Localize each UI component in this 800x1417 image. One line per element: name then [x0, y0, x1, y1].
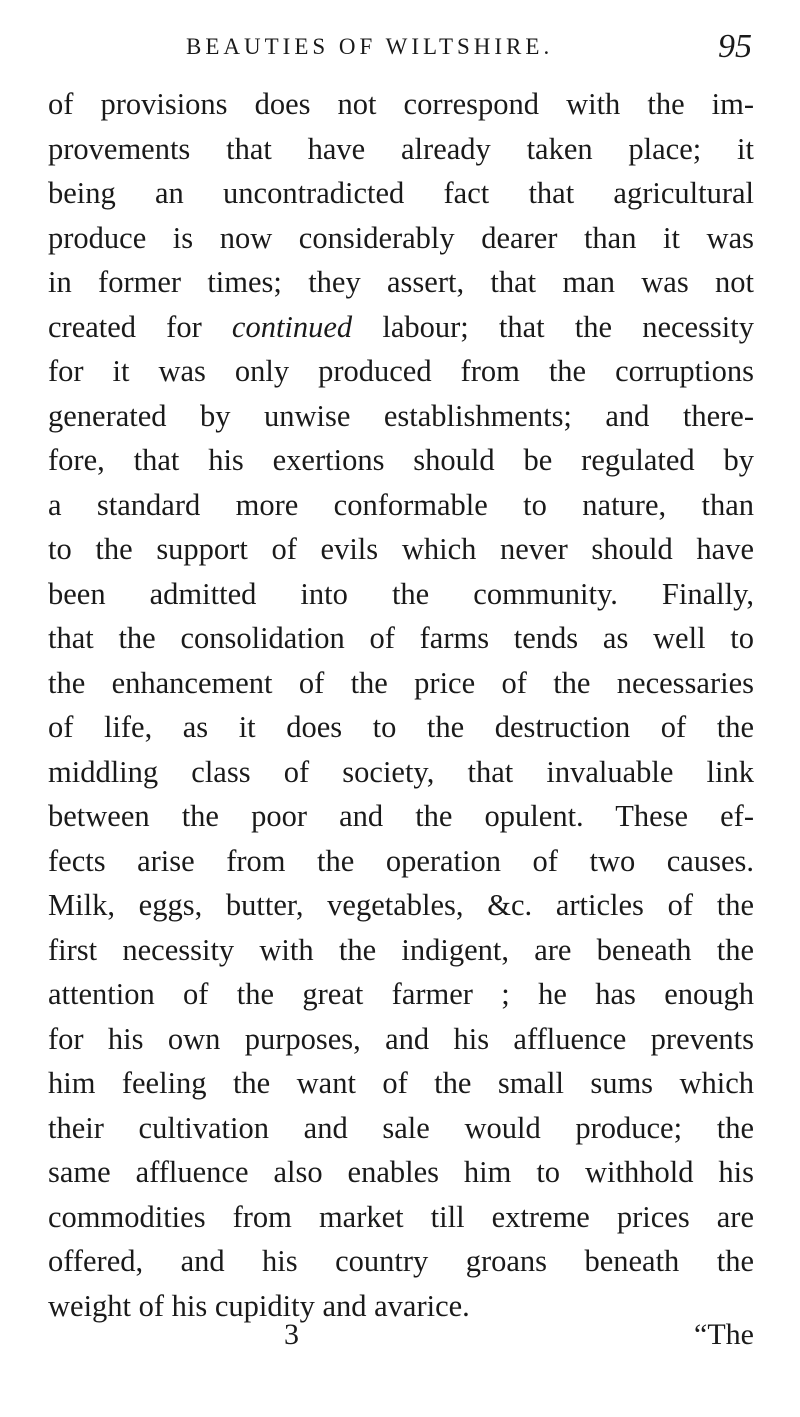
italic-word: continued	[231, 309, 353, 344]
text-line: for his own purposes, and his affluence prevents	[48, 1021, 754, 1056]
page-footer	[48, 1318, 754, 1368]
text-line: to the support of evils which never should have	[48, 532, 754, 566]
running-title: BEAUTIES OF WILTSHIRE.	[186, 34, 554, 59]
text-line	[48, 305, 754, 350]
page-number: 95	[718, 28, 752, 65]
text-line: generated by unwise establishments; and there-	[48, 398, 754, 433]
text-line: for it was only produced from the corruptions	[48, 354, 754, 388]
text-line: attention of the great farmer ; he has enough	[48, 977, 754, 1011]
text-line: of provisions does not correspond with the im-	[48, 87, 754, 121]
text-line: in former times; they assert, that man was not	[48, 265, 754, 299]
text-line: that the consolidation of farms tends as well to	[48, 621, 754, 655]
text-line: been admitted into the community. Finally,	[48, 576, 754, 611]
text-line: the enhancement of the price of the necessaries	[48, 665, 754, 700]
text-line: being an uncontradicted fact that agricultural	[48, 176, 754, 210]
text-line: fore, that his exertions should be regulated by	[48, 443, 754, 477]
text-segment: created for	[48, 309, 232, 344]
text-line: produce is now considerably dearer than it was	[48, 220, 754, 255]
catchword: “The	[694, 1318, 754, 1351]
text-line: offered, and his country groans beneath the	[48, 1244, 754, 1278]
running-head	[48, 28, 752, 68]
text-segment: labour; that the necessity	[352, 309, 754, 344]
text-line: weight of his cupidity and avarice.	[48, 1288, 470, 1323]
text-line: their cultivation and sale would produce; the	[48, 1110, 754, 1145]
text-line: middling class of society, that invaluable link	[48, 754, 754, 789]
text-line: between the poor and the opulent. These ef-	[48, 799, 754, 833]
body-text	[48, 82, 754, 1328]
text-line: him feeling the want of the small sums which	[48, 1066, 754, 1100]
text-line: provements that have already taken place; it	[48, 131, 754, 166]
signature-mark: 3	[284, 1318, 299, 1351]
text-line: a standard more conformable to nature, than	[48, 487, 754, 522]
text-line: commodities from market till extreme prices are	[48, 1199, 754, 1234]
text-line: first necessity with the indigent, are beneath the	[48, 932, 754, 967]
text-line: Milk, eggs, butter, vegetables, &c. articles of the	[48, 888, 754, 922]
text-line: same affluence also enables him to withhold his	[48, 1155, 754, 1189]
text-line: of life, as it does to the destruction of the	[48, 710, 754, 744]
text-line: fects arise from the operation of two causes.	[48, 843, 754, 878]
